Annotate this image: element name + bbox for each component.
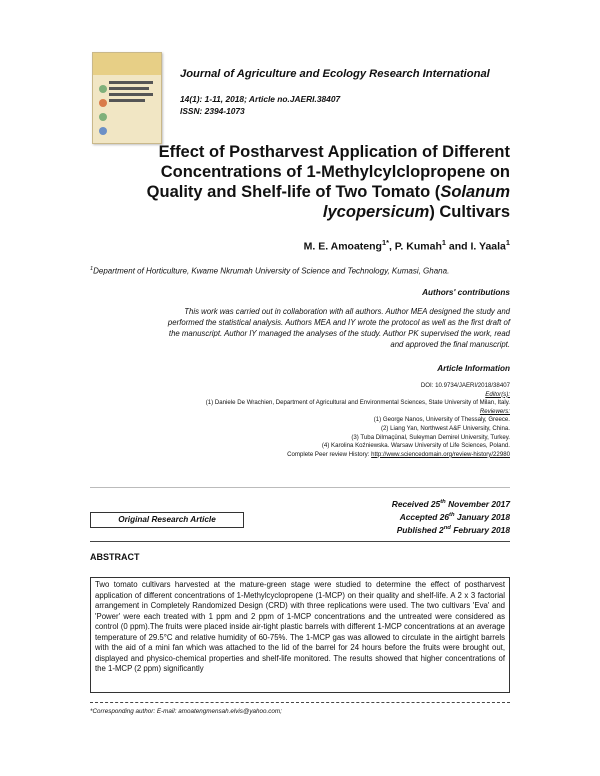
article-info-block xyxy=(206,382,510,459)
reviewer-entry: (1) George Nanos, University of Thessaly, Greece. xyxy=(373,416,510,424)
abstract-box xyxy=(90,577,510,693)
date-text: Published 2 xyxy=(396,524,444,535)
reviewers-label xyxy=(206,408,510,417)
title-line: Effect of Postharvest Application of Different xyxy=(158,143,510,161)
editor-entry: (1) Daniele De Wrachien, Department of Agricultural and Environmental Sciences, State University of Milan, Italy. xyxy=(205,399,510,407)
title-line xyxy=(120,182,510,202)
contributions-line: and approved the final manuscript. xyxy=(390,340,510,349)
title-text: ) Cultivars xyxy=(429,203,510,221)
affiliation-mark: 1 xyxy=(90,266,94,272)
date-text: Accepted 26 xyxy=(399,511,450,522)
date-text: Received 25 xyxy=(391,498,441,509)
contributions-text xyxy=(90,306,510,350)
accepted-date xyxy=(392,510,510,523)
date-text: November 2017 xyxy=(445,498,510,509)
cover-title-line xyxy=(109,81,153,84)
publication-dates xyxy=(392,497,510,535)
abstract-heading: ABSTRACT xyxy=(90,552,140,562)
editors-label xyxy=(206,391,510,400)
date-ordinal: th xyxy=(440,499,446,505)
affiliation-text: Department of Horticulture, Kwame Nkrumah University of Science and Technology, Kumasi, Ghana. xyxy=(93,266,450,276)
author-name: P. Kumah xyxy=(394,240,442,253)
author-name: M. E. Amoateng xyxy=(303,240,382,253)
doi: DOI: 10.9734/JAERI/2018/38407 xyxy=(420,382,510,389)
title-line: Concentrations of 1-Methylcylclopropene on xyxy=(160,163,510,181)
cover-title-line xyxy=(109,99,145,102)
journal-cover-thumbnail xyxy=(92,52,162,144)
cover-ornament-icon xyxy=(97,83,109,137)
cover-header-band xyxy=(93,53,161,75)
article-type-badge: Original Research Article xyxy=(90,512,244,528)
corresponding-author-footnote: *Corresponding author: E-mail: amoatengmensah.elvis@yahoo.com; xyxy=(90,708,282,715)
published-date xyxy=(392,523,510,536)
editors-label-text: Editor(s): xyxy=(485,390,510,398)
contributions-line: This work was carried out in collaboration with all authors. Author MEA designed the study and xyxy=(184,307,510,316)
affiliation xyxy=(90,266,449,276)
author-name: I. Yaala xyxy=(470,240,506,253)
author-separator: and xyxy=(445,240,471,253)
divider xyxy=(90,541,510,542)
volume-line: 14(1): 1-11, 2018; Article no.JAERI.38407 xyxy=(180,94,341,104)
reviewers-label-text: Reviewers: xyxy=(479,407,510,415)
author-affiliation-mark: 1* xyxy=(381,238,389,247)
abstract-text: Two tomato cultivars harvested at the mature-green stage were studied to determine the effect of postharvest application of different concentrations of 1-Methylcyclopropene (1-MCP) on their quality and shelf-life. A 2 x 3 factorial arrangement in Completely Randomized Design (CRD) with three replications were used. The two cultivars 'Eva' and 'Power' were each treated with 1 ppm and 2 ppm of 1-MCP concentrations and the untreated were considered as control (0 ppm).The fruits were placed inside air-tight plastic barrels with different 1-MCP concentrations at an average temperature of 29.5°C and relative humidity of 60-75%. The 1-MCP gas was allowed to circulate in the airtight barrels with the aid of a mini fan which was attached to the lid of the barrel for 24 hours before the fruits were brought out, displayed and physico-chemical properties and shelf-life monitored. The results showed that higher concentrations of the 1-MCP (2 ppm) significantly xyxy=(95,580,505,673)
title-species: Solanum xyxy=(440,183,510,201)
review-history-label: Complete Peer review History: xyxy=(287,450,372,458)
author-separator: , xyxy=(388,240,395,253)
review-history xyxy=(206,451,510,460)
title-species: lycopersicum xyxy=(322,203,430,221)
journal-name: Journal of Agriculture and Ecology Research International xyxy=(180,68,490,80)
author-affiliation-mark: 1 xyxy=(441,238,446,247)
title-text: Quality and Shelf-life of Two Tomato ( xyxy=(146,183,441,201)
footnote-divider xyxy=(90,702,510,703)
divider xyxy=(90,487,510,488)
article-title xyxy=(120,142,510,222)
author-list xyxy=(304,238,510,253)
article-info-heading: Article Information xyxy=(437,364,510,373)
author-affiliation-mark: 1 xyxy=(505,238,510,247)
reviewer-entry: (3) Tuba Dilmaçünal, Suleyman Demirel University, Turkey. xyxy=(351,433,510,441)
date-ordinal: th xyxy=(449,511,455,518)
title-line xyxy=(120,202,510,222)
date-ordinal: nd xyxy=(443,524,451,531)
date-text: January 2018 xyxy=(454,511,510,522)
review-history-link[interactable]: http://www.sciencedomain.org/review-history/22980 xyxy=(371,450,510,458)
reviewer-entry: (2) Liang Yan, Northwest A&F University, China. xyxy=(380,424,510,432)
reviewer-entry: (4) Karolina Koźniewska. Warsaw University of Life Sciences, Poland. xyxy=(321,442,510,450)
contributions-heading: Authors' contributions xyxy=(422,288,510,297)
contributions-line: performed the statistical analysis. Authors MEA and IY wrote the protocol as well as the first draft of xyxy=(167,318,510,327)
received-date xyxy=(392,497,510,510)
date-text: February 2018 xyxy=(450,524,510,535)
cover-title-line xyxy=(109,93,153,96)
issn-line: ISSN: 2394-1073 xyxy=(180,106,245,116)
cover-title-line xyxy=(109,87,149,90)
contributions-line: the manuscript. Author IY managed the analyses of the study. Author PK supervised the work, read xyxy=(168,329,510,338)
